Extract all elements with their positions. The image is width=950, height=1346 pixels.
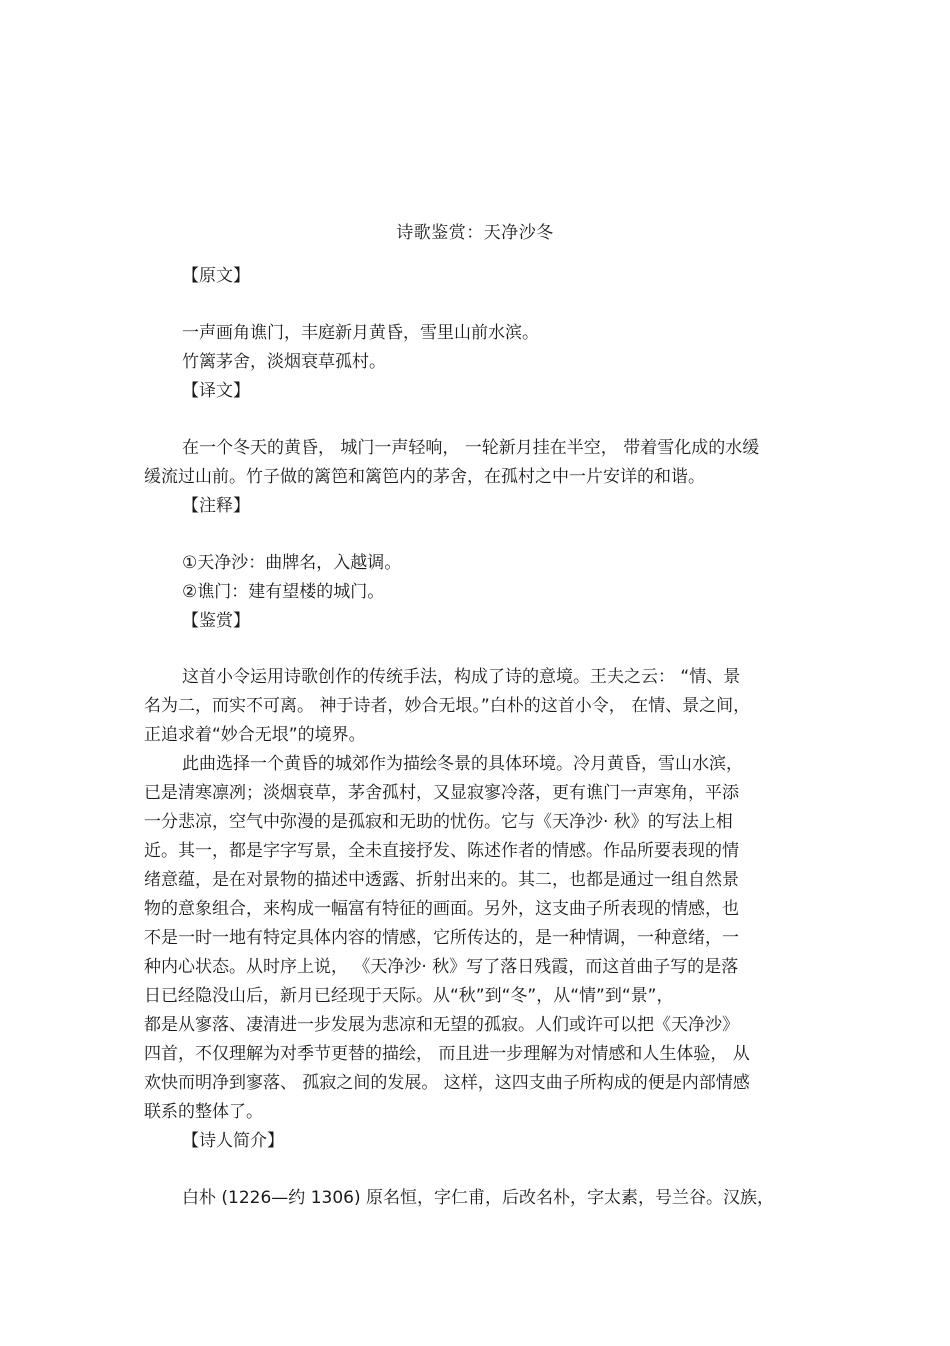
appreciation-line-1: 这首小令运用诗歌创作的传统手法，构成了诗的意境。王夫之云： “情、景 [182, 667, 741, 687]
poet-intro-heading: 【诗人简介】 [182, 1131, 284, 1151]
appreciation-line-13: 都是从寥落、凄清进一步发展为悲凉和无望的孤寂。人们或许可以把《天净沙》 [144, 1015, 739, 1035]
poet-intro-line-1: 白朴 (1226—约 1306) 原名恒，字仁甫，后改名朴，字太素，号兰谷。汉族， [182, 1188, 775, 1208]
appreciation-line-10: 不是一时一地有特定具体内容的情感，它所传达的，是一种情调，一种意绪，一 [144, 928, 739, 948]
appreciation-line-12: 日已经隐没山后，新月已经现于天际。从“秋”到“冬”，从“情”到“景”， [144, 986, 674, 1006]
appreciation-line-6: 一分悲凉，空气中弥漫的是孤寂和无助的忧伤。它与《天净沙· 秋》的写法上相 [144, 812, 733, 832]
appreciation-line-5: 已是清寒凛冽；淡烟衰草，茅舍孤村，又显寂寥冷落，更有谯门一声寒角，平添 [144, 783, 739, 803]
appreciation-line-15: 欢快而明净到寥落、 孤寂之间的发展。 这样，这四支曲子所构成的便是内部情感 [144, 1073, 750, 1093]
appreciation-line-14: 四首，不仅理解为对季节更替的描绘， 而且进一步理解为对情感和人生体验， 从 [144, 1044, 750, 1064]
notes-heading: 【注释】 [182, 496, 250, 516]
appreciation-line-16: 联系的整体了。 [144, 1102, 263, 1122]
appreciation-line-7: 近。其一，都是字字写景，全未直接抒发、陈述作者的情感。作品所要表现的情 [144, 841, 739, 861]
original-line-2: 竹篱茅舍，淡烟衰草孤村。 [182, 352, 386, 372]
page-title: 诗歌鉴赏：天净沙冬 [396, 223, 554, 243]
appreciation-heading: 【鉴赏】 [182, 611, 250, 631]
translation-line-1: 在一个冬天的黄昏， 城门一声轻响， 一轮新月挂在半空， 带着雪化成的水缓 [182, 438, 760, 458]
original-line-1: 一声画角谯门，丰庭新月黄昏，雪里山前水滨。 [182, 323, 539, 343]
translation-line-2: 缓流过山前。竹子做的篱笆和篱笆内的茅舍，在孤村之中一片安详的和谐。 [144, 467, 705, 487]
appreciation-line-8: 绪意蕴，是在对景物的描述中透露、折射出来的。其二，也都是通过一组自然景 [144, 870, 739, 890]
appreciation-line-9: 物的意象组合，来构成一幅富有特征的画面。另外，这支曲子所表现的情感，也 [144, 899, 739, 919]
appreciation-line-4: 此曲选择一个黄昏的城郊作为描绘冬景的具体环境。冷月黄昏，雪山水滨， [182, 754, 743, 774]
appreciation-line-3: 正追求着“妙合无垠”的境界。 [144, 725, 366, 745]
note-item-1: ①天净沙：曲牌名，入越调。 [182, 553, 402, 573]
appreciation-line-11: 种内心状态。从时序上说， 《天净沙· 秋》写了落日残霞，而这首曲子写的是落 [144, 957, 739, 977]
note-item-2: ②谯门：建有望楼的城门。 [182, 582, 385, 602]
translation-heading: 【译文】 [182, 381, 250, 401]
original-heading: 【原文】 [182, 266, 250, 286]
appreciation-line-2: 名为二，而实不可离。 神于诗者，妙合无垠。”白朴的这首小令， 在情、景之间， [144, 696, 751, 716]
